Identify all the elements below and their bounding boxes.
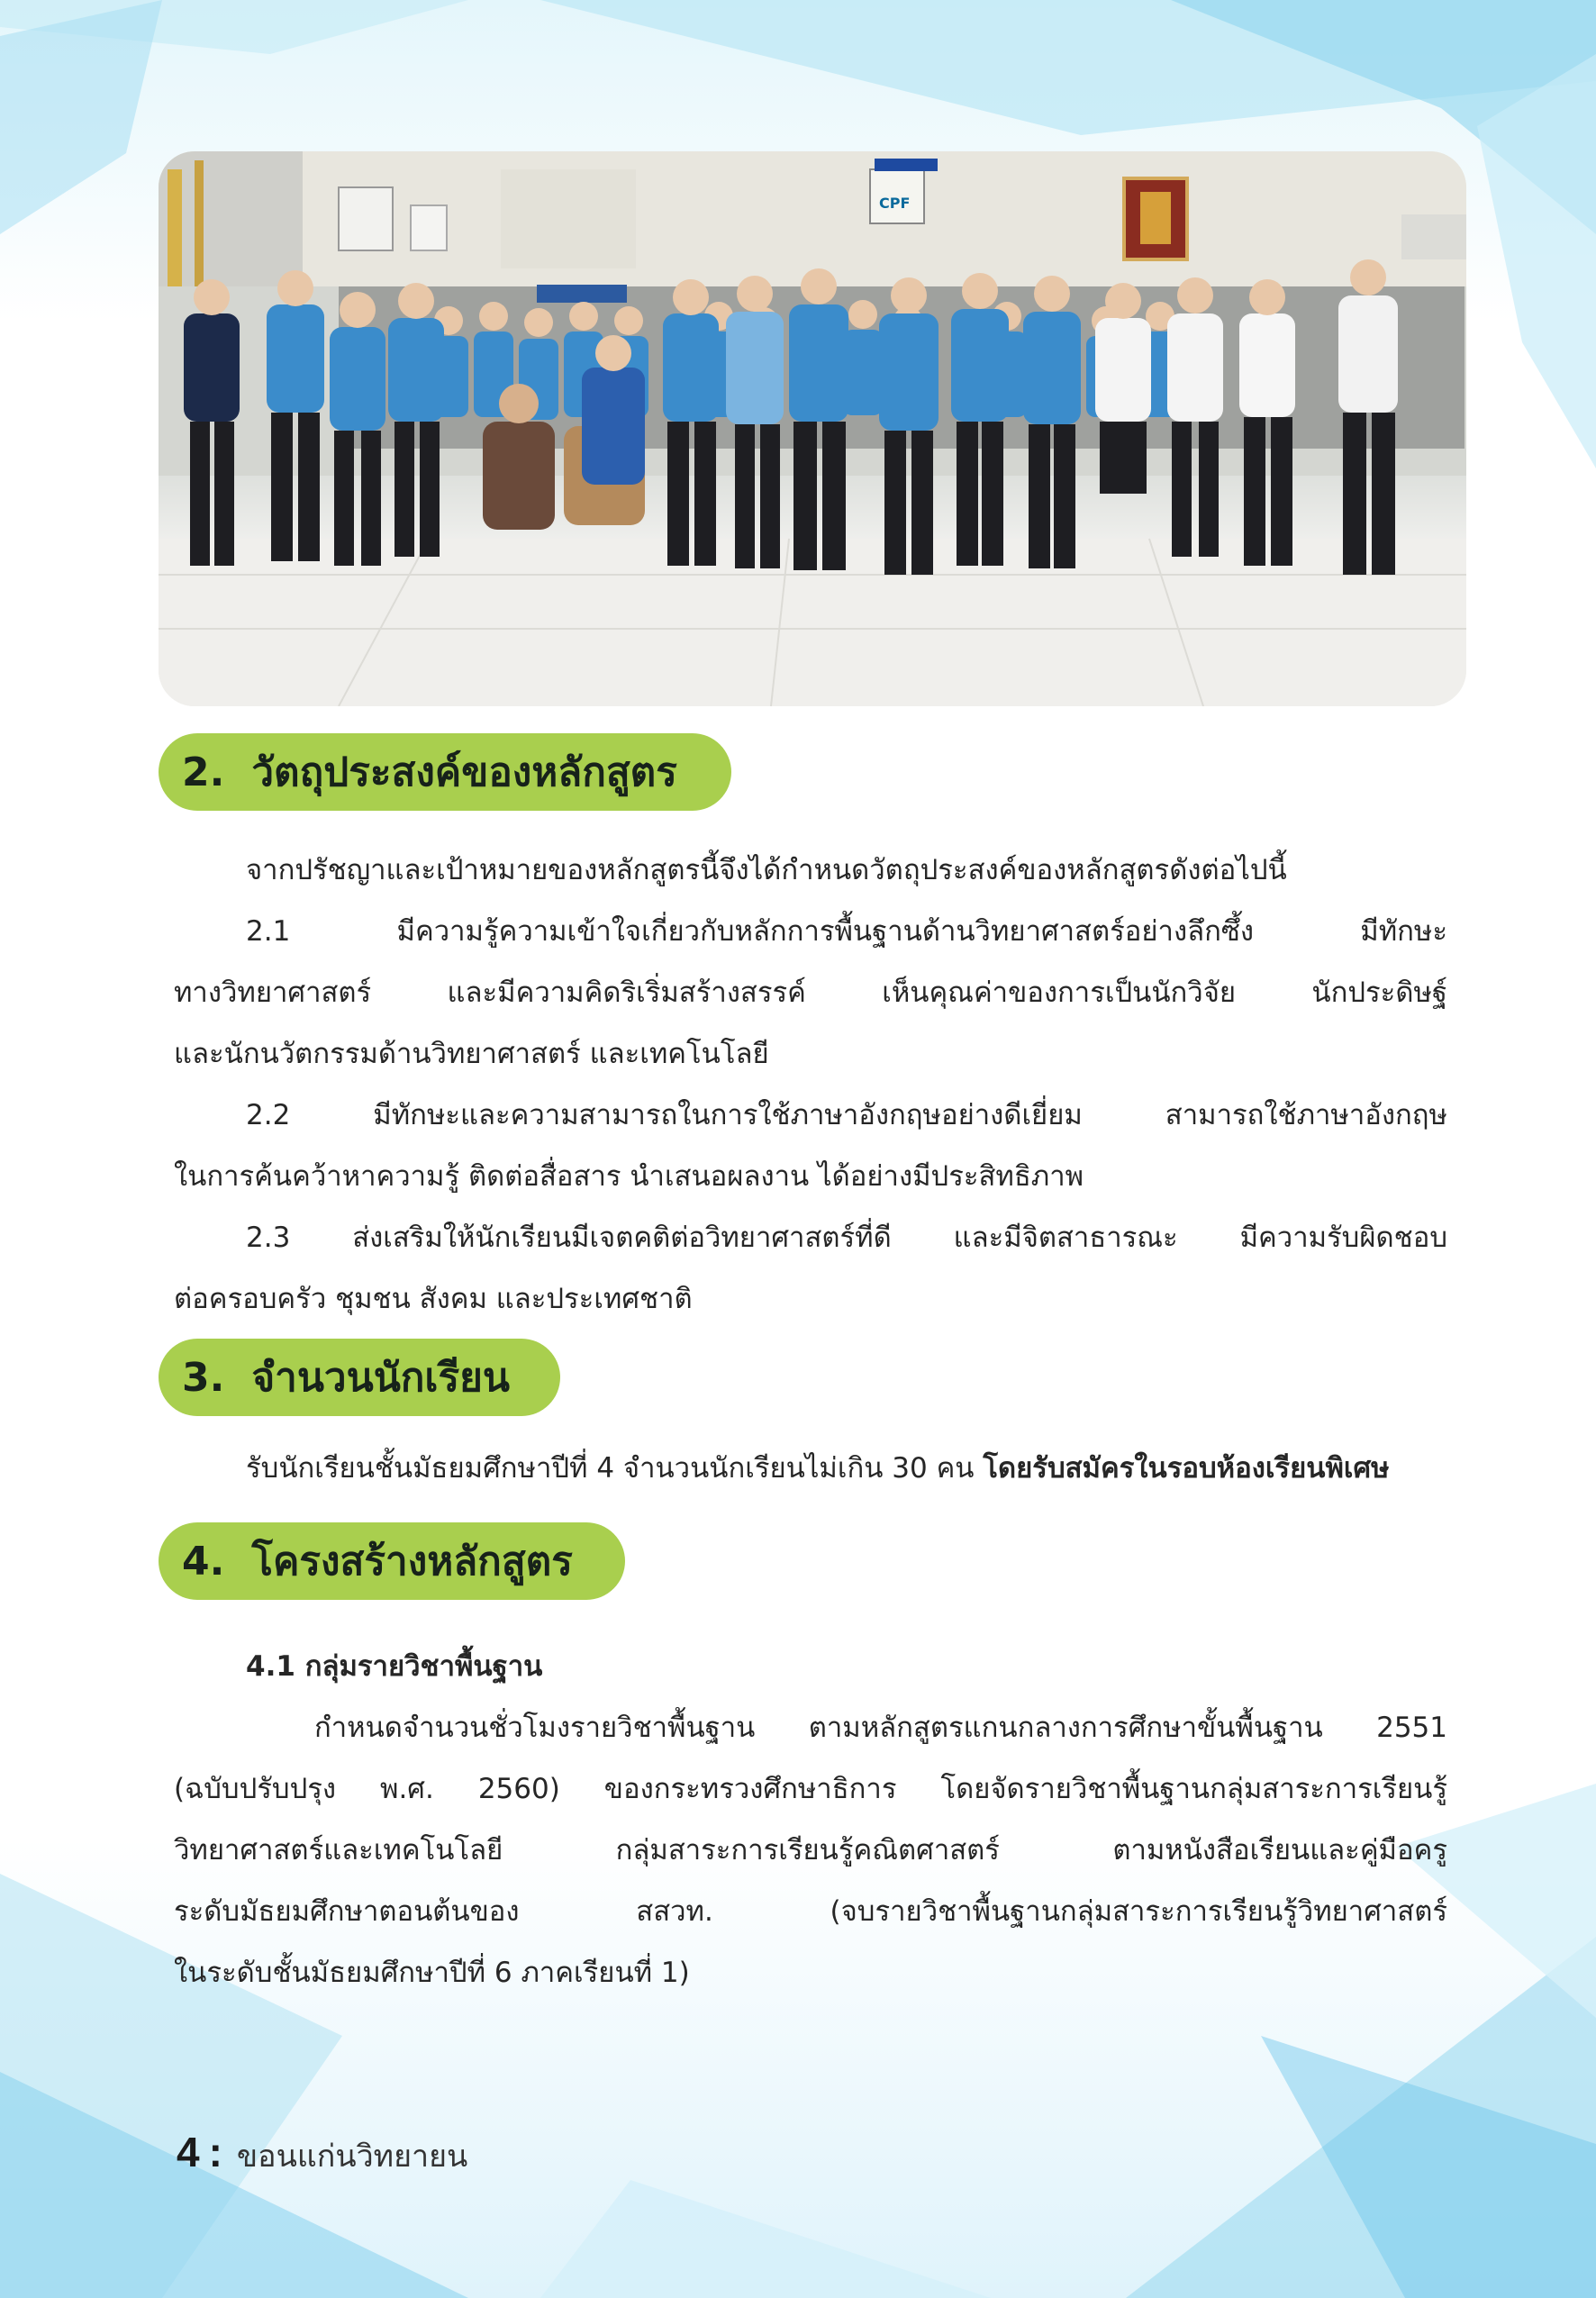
magazine-name: ขอนแก่นวิทยายน	[236, 2139, 468, 2175]
page-number: 4	[177, 2129, 200, 2175]
section-3-heading	[159, 1339, 560, 1416]
subsection-4-1-line-2: (ฉบับปรับปรุง พ.ศ. 2560) ของกระทรวงศึกษาธิการ โดยจัดรายวิชาพื้นฐานกลุ่มสาระการเรียนรู้	[174, 1773, 1447, 1805]
group-photo	[159, 151, 1466, 706]
section-3-body	[174, 1438, 1447, 1499]
objective-2-2-line-2: ในการค้นคว้าหาความรู้ ติดต่อสื่อสาร นำเสนอผลงาน ได้อย่างมีประสิทธิภาพ	[174, 1160, 1084, 1193]
section-3-number: 3.	[182, 1354, 225, 1401]
section-2-title: วัตถุประสงค์ของหลักสูตร	[251, 749, 677, 795]
page-footer	[177, 2128, 467, 2180]
section-4-body	[174, 1636, 1447, 2003]
subsection-4-1-line-4: ระดับมัธยมศึกษาตอนต้นของ สสวท. (จบรายวิชาพื้นฐานกลุ่มสาระการเรียนรู้วิทยาศาสตร์	[174, 1895, 1447, 1928]
group-photo-illustration	[159, 151, 1466, 706]
objective-2-1-line-3: และนักนวัตกรรมด้านวิทยาศาสตร์ และเทคโนโลยี	[174, 1038, 769, 1070]
subsection-4-1-title: 4.1 กลุ่มรายวิชาพื้นฐาน	[246, 1650, 543, 1683]
cpf-sign: CPF	[879, 195, 911, 212]
student-intake-bold: โดยรับสมัครในรอบห้องเรียนพิเศษ	[983, 1452, 1390, 1485]
objective-2-1-line-1: 2.1 มีความรู้ความเข้าใจเกี่ยวกับหลักการพื้นฐานด้านวิทยาศาสตร์อย่างลึกซึ้ง มีทักษะ	[246, 915, 1447, 948]
subsection-4-1-line-3: วิทยาศาสตร์และเทคโนโลยี กลุ่มสาระการเรียนรู้คณิตศาสตร์ ตามหนังสือเรียนและคู่มือครู	[174, 1834, 1447, 1867]
section-2-intro: จากปรัชญาและเป้าหมายของหลักสูตรนี้จึงได้กำหนดวัตถุประสงค์ของหลักสูตรดังต่อไปนี้	[246, 854, 1287, 886]
section-4-number: 4.	[182, 1538, 225, 1585]
objective-2-1-line-2: ทางวิทยาศาสตร์ และมีความคิดริเริ่มสร้างสรรค์ เห็นคุณค่าของการเป็นนักวิจัย นักประดิษฐ์	[174, 976, 1447, 1009]
section-3-title: จำนวนนักเรียน	[251, 1355, 510, 1401]
section-4-heading	[159, 1522, 625, 1600]
section-2-number: 2.	[182, 749, 225, 795]
section-4-title: โครงสร้างหลักสูตร	[251, 1539, 573, 1585]
footer-separator: :	[208, 2129, 222, 2175]
student-intake-text	[174, 1438, 1447, 1499]
subsection-4-1-line-5: ในระดับชั้นมัธยมศึกษาปีที่ 6 ภาคเรียนที่ 1)	[174, 1957, 690, 1989]
objective-2-3-line-1: 2.3 ส่งเสริมให้นักเรียนมีเจตคติต่อวิทยาศาสตร์ที่ดี และมีจิตสาธารณะ มีความรับผิดชอบ	[246, 1222, 1447, 1254]
objective-2-2-line-1: 2.2 มีทักษะและความสามารถในการใช้ภาษาอังกฤษอย่างดีเยี่ยม สามารถใช้ภาษาอังกฤษ	[246, 1099, 1447, 1131]
section-2-heading	[159, 733, 731, 811]
student-intake-plain: รับนักเรียนชั้นมัธยมศึกษาปีที่ 4 จำนวนนักเรียนไม่เกิน 30 คน	[246, 1452, 984, 1485]
section-2-body	[174, 840, 1447, 1330]
objective-2-3-line-2: ต่อครอบครัว ชุมชน สังคม และประเทศชาติ	[174, 1283, 693, 1315]
subsection-4-1-line-1: กำหนดจำนวนชั่วโมงรายวิชาพื้นฐาน ตามหลักสูตรแกนกลางการศึกษาขั้นพื้นฐาน 2551	[314, 1712, 1447, 1744]
